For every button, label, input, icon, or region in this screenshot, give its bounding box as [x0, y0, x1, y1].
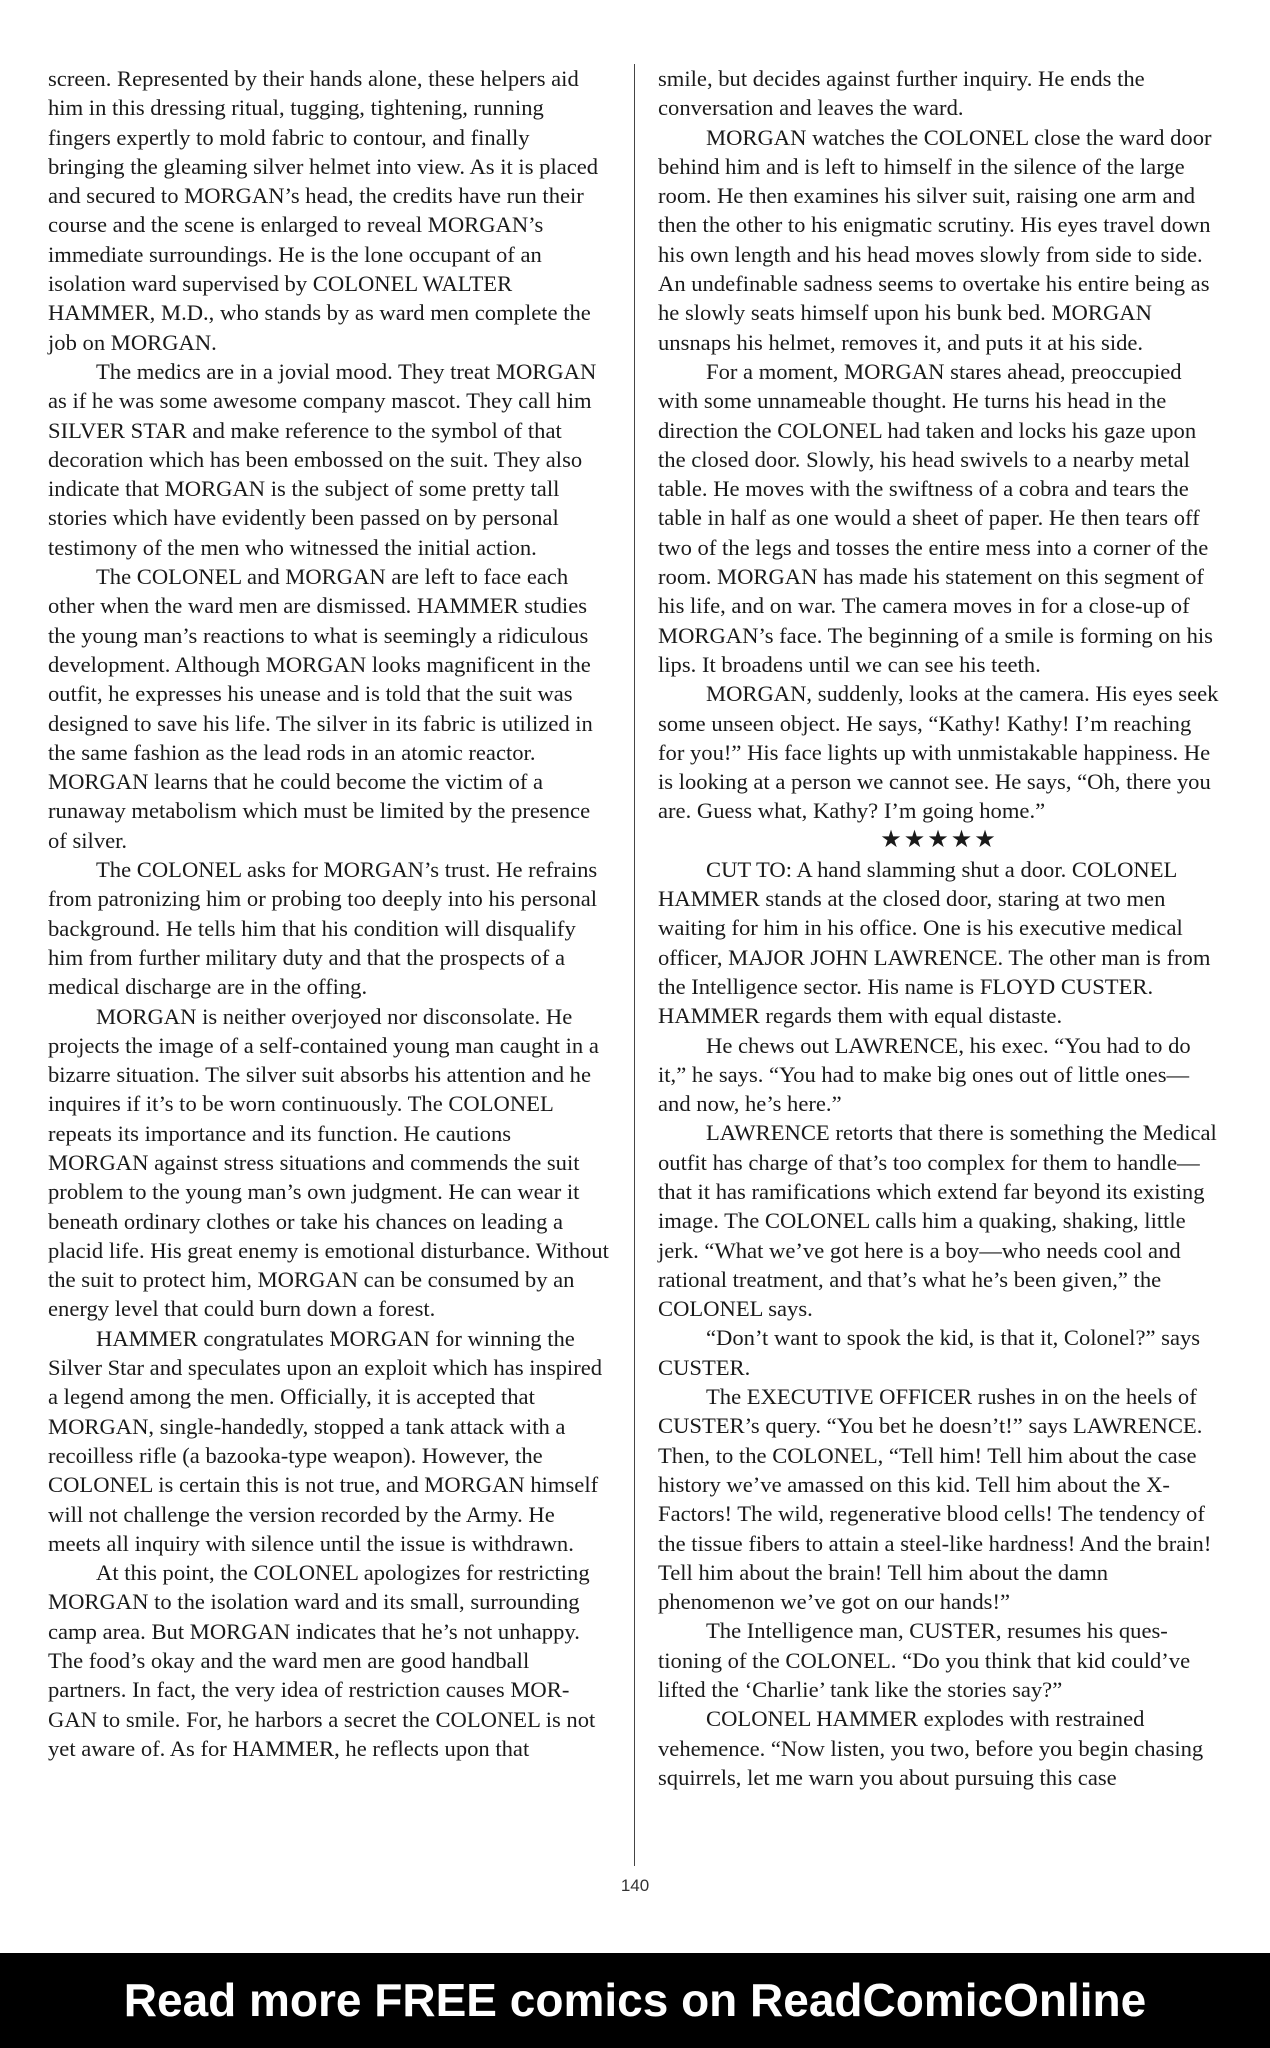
paragraph: The EXECUTIVE OFFICER rushes in on the heels of CUSTER’s query. “You bet he doesn’t!” says LAWRENCE. Then, to the COLONEL, “Tell him! Tell him about the case history we’ve amassed on this kid. Tell him about the X-Factors! The wild, regenerative blood cells! The tendency of the tissue fibers to attain a steel-like hardness! And the brain! Tell him about the brain! Tell him about the damn phenomenon we’ve got on our hands!”: [658, 1384, 1212, 1615]
promo-banner[interactable]: Read more FREE comics on ReadComicOnline: [0, 1953, 1270, 2048]
column-divider: [634, 64, 635, 1866]
paragraph: smile, but decides against further inquiry. He ends the conversation and leaves the ward.: [658, 66, 1145, 121]
paragraph: MORGAN, suddenly, looks at the camera. His eyes seek some unseen object. He says, “Kathy! Kathy! I’m reaching for you!” His face lights up with unmistakable happiness. He is looking at a person we cannot see. He says, “Oh, there you are. Guess what, Kathy? I’m going home.”: [658, 681, 1219, 824]
paragraph: At this point, the COLONEL apologizes for restricting MORGAN to the isolation ward and its small, surrounding camp area. But MORGAN indicates that he’s not unhappy. The food’s okay and the ward men are good handball partners. In fact, the very idea of restriction causes MORGAN to smile. For, he harbors a secret the COLONEL is not yet aware of. As for HAMMER, he reflects upon that: [48, 1560, 596, 1761]
paragraph: HAMMER congratulates MORGAN for winning the Silver Star and speculates upon an exploit which has inspired a legend among the men. Officially, it is accepted that MORGAN, single-handedly, stopped a tank attack with a recoilless rifle (a bazooka-type weapon). However, the COLONEL is certain this is not true, and MORGAN himself will not challenge the version recorded by the Army. He meets all inquiry with silence until the issue is withdrawn.: [48, 1325, 603, 1556]
section-break-stars: ★★★★★: [880, 826, 998, 853]
paragraph: The Intelligence man, CUSTER, resumes his questioning of the COLONEL. “Do you think that kid could’ve lifted the ‘Charlie’ tank like the stories say?”: [658, 1618, 1191, 1703]
paragraph: The COLONEL and MORGAN are left to face each other when the ward men are dismissed. HAMMER studies the young man’s reactions to what is seemingly a ridiculous development. Although MORGAN looks magnificent in the outfit, he expresses his unease and is told that the suit was designed to save his life. The silver in its fabric is utilized in the same fashion as the lead rods in an atomic reactor. MORGAN learns that he could become the victim of a runaway metabolism which must be limited by the presence of silver.: [48, 564, 593, 853]
paragraph: The COLONEL asks for MORGAN’s trust. He refrains from patronizing him or probing too deeply into his personal background. He tells him that his condition will disqualify him from further military duty and that the prospects of a medical discharge are in the offing.: [48, 857, 598, 1000]
paragraph: COLONEL HAMMER explodes with restrained vehemence. “Now listen, you two, before you begin chasing squirrels, let me warn you about pursuing this case: [658, 1706, 1204, 1790]
paragraph: LAWRENCE retorts that there is something the Medical outfit has charge of that’s too complex for them to handle—that it has ramifications which extend far beyond its existing image. The COLONEL calls him a quaking, shaking, little jerk. “What we’ve got here is a boy—who needs cool and rational treatment, and that’s what he’s been given,” the COLONEL says.: [658, 1120, 1217, 1322]
paragraph: CUT TO: A hand slamming shut a door. COLONEL HAMMER stands at the closed door, staring at two men waiting for him in his office. One is his executive medical officer, MAJOR JOHN LAWRENCE. The other man is from the Intelligence sector. His name is FLOYD CUSTER. HAMMER regards them with equal distaste.: [658, 856, 1211, 1029]
right-column: [658, 64, 1220, 1792]
paragraph: MORGAN watches the COLONEL close the ward door behind him and is left to himself in the silence of the large room. He then examines his silver suit, raising one arm and then the other to his enigmatic scrutiny. His eyes travel down his own length and his head moves slowly from side to side. An undefinable sadness seems to overtake his entire being as he slowly seats himself upon his bunk bed. MORGAN unsnaps his helmet, removes it, and puts it at his side.: [658, 124, 1212, 355]
left-column: [48, 64, 610, 1763]
paragraph: “Don’t want to spook the kid, is that it, Colonel?” says CUSTER.: [658, 1325, 1201, 1380]
page-number: 140: [620, 1876, 650, 1895]
paragraph: For a moment, MORGAN stares ahead, preoccupied with some unnameable thought. He turns his head in the direction the COLONEL had taken and locks his gaze upon the closed door. Slowly, his head swivels to a nearby metal table. He moves with the swiftness of a cobra and tears the table in half as one would a sheet of paper. He then tears off two of the legs and tosses the entire mess into a corner of the room. MORGAN has made his statement on this segment of his life, and on war. The camera moves in for a close-up of MORGAN’s face. The beginning of a smile is forming on his lips. It broadens until we can see his teeth.: [658, 358, 1213, 677]
paragraph: The medics are in a jovial mood. They treat MORGAN as if he was some awesome company mascot. They call him SILVER STAR and make reference to the symbol of that decoration which has been embossed on the suit. They also indicate that MORGAN is the subject of some pretty tall stories which have evidently been passed on by personal testimony of the men who witnessed the initial action.: [48, 358, 597, 560]
paragraph: He chews out LAWRENCE, his exec. “You had to do it,” he says. “You had to make big ones out of little ones—and now, he’s here.”: [658, 1032, 1191, 1117]
paragraph: MORGAN is neither overjoyed nor disconsolate. He projects the image of a self-contained young man caught in a bizarre situation. The silver suit absorbs his attention and he inquires if it’s to be worn continuously. The COLONEL repeats its importance and its function. He cautions MORGAN against stress situations and commends the suit problem to the young man’s own judgment. He can wear it beneath ordinary clothes or take his chances on leading a placid life. His great enemy is emotional disturbance. Without the suit to protect him, MORGAN can be consumed by an energy level that could burn down a forest.: [48, 1003, 609, 1322]
paragraph: screen. Represented by their hands alone, these helpers aid him in this dressing ritual, tugging, tightening, running fingers expertly to mold fabric to contour, and finally bringing the gleaming silver helmet into view. As it is placed and secured to MORGAN’s head, the credits have run their course and the scene is enlarged to reveal MORGAN’s immediate surroundings. He is the lone occupant of an isolation ward supervised by COLONEL WALTER HAMMER, M.D., who stands by as ward men complete the job on MORGAN.: [48, 66, 599, 355]
